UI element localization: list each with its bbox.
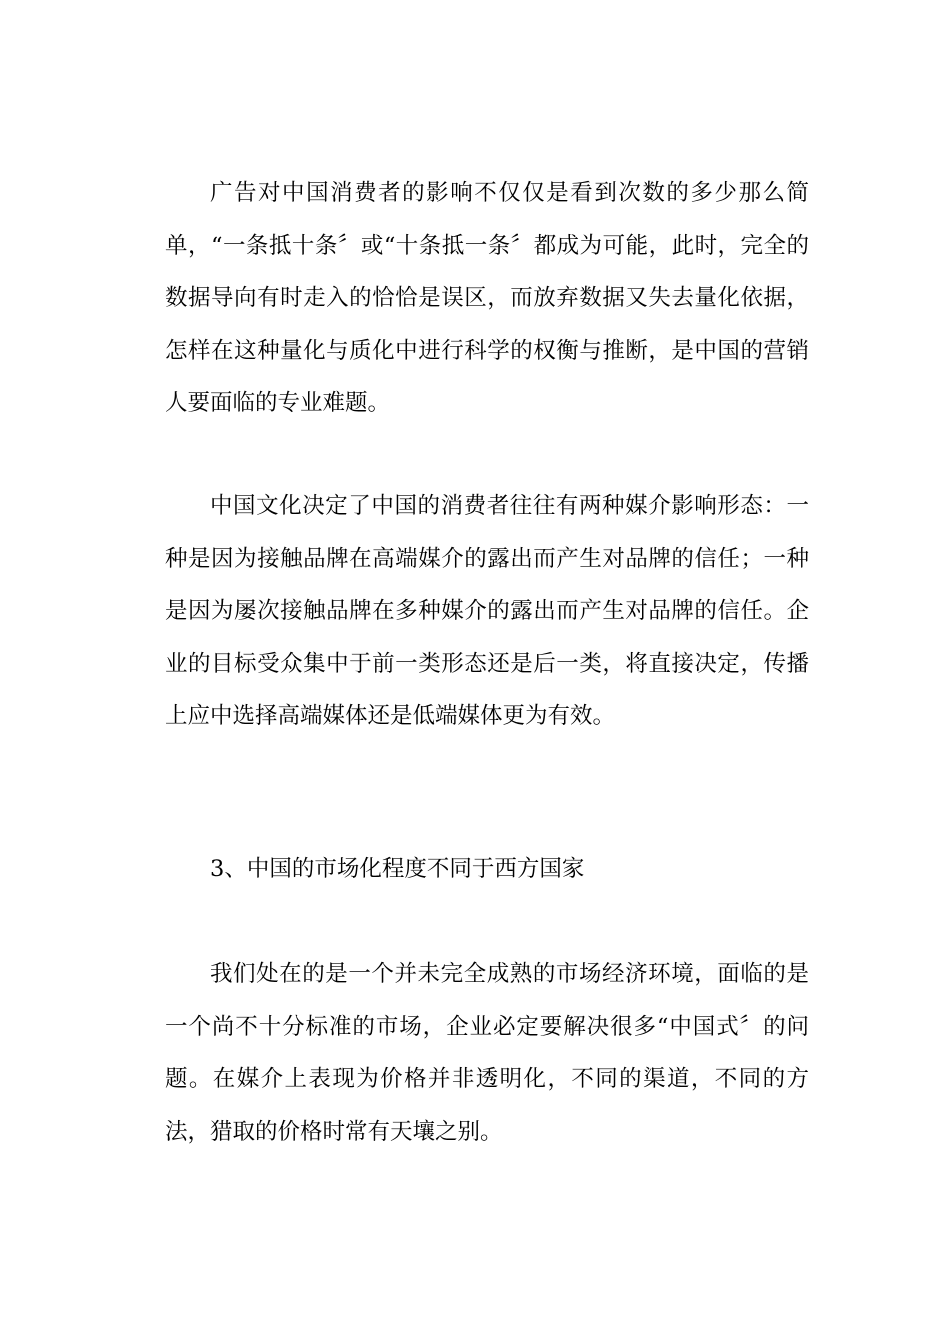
body-paragraph-market-environment: 我们处在的是一个并未完全成熟的市场经济环境，面临的是一个尚不十分标准的市场，企业必定要解决很多“中国式〞的问题。在媒介上表现为价格并非透明化，不同的渠道，不同的方法，猎取的价格时常有天壤之别。 — [165, 961, 809, 1145]
body-paragraph-media-influence: 中国文化决定了中国的消费者往往有两种媒介影响形态：一种是因为接触品牌在高端媒介的露出而产生对品牌的信任；一种是因为屡次接触品牌在多种媒介的露出而产生对品牌的信任。企业的目标受众集中于前一类形态还是后一类，将直接决定，传播上应中选择高端媒体还是低端媒体更为有效。 — [165, 493, 809, 729]
section-heading: 3、中国的市场化程度不同于西方国家 — [210, 856, 585, 882]
body-paragraph-advertising-impact: 广告对中国消费者的影响不仅仅是看到次数的多少那么简单，“一条抵十条〞或“十条抵一条〞都成为可能，此时，完全的数据导向有时走入的恰恰是误区，而放弃数据又失去量化依据，怎样在这种量化与质化中进行科学的权衡与推断，是中国的营销人要面临的专业难题。 — [165, 180, 809, 416]
